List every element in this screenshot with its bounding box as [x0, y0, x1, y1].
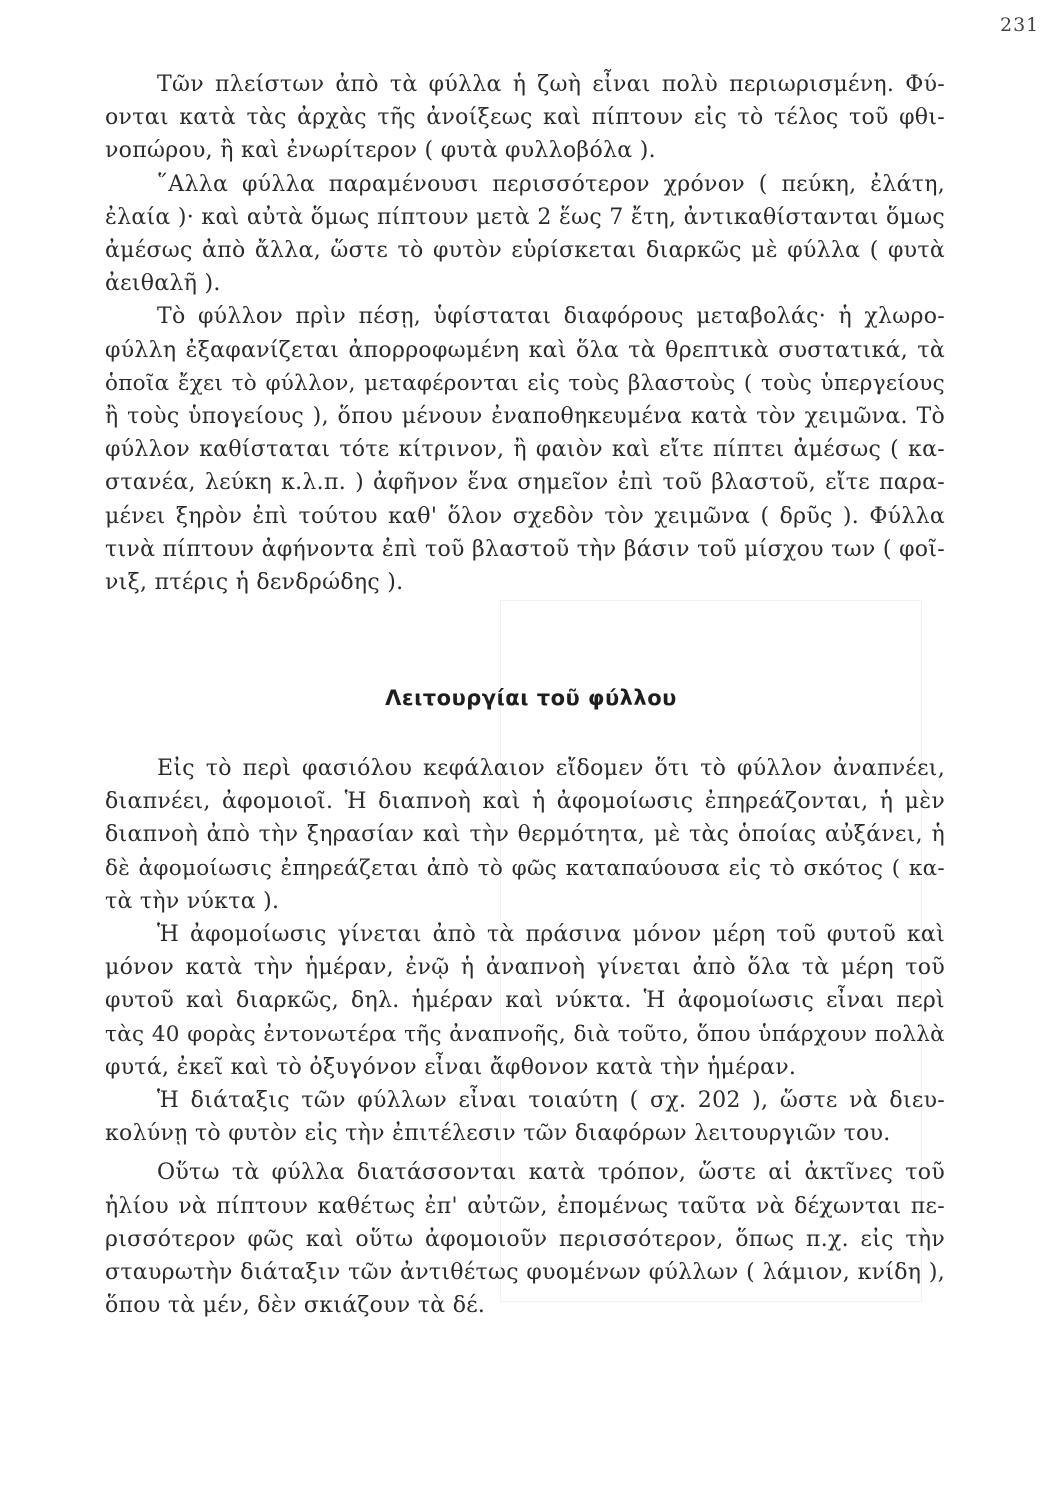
paragraph [105, 1156, 945, 1322]
text-line: ὅπου τὰ μέν, δὲν σκιάζουν τὰ δέ. [105, 1293, 486, 1319]
text-line: στανέα, λεύκη κ.λ.π. ) ἀφῆνον ἕνα σημεῖον ἐπὶ τοῦ βλαστοῦ, εἴτε παρα- [105, 470, 945, 496]
text-line: ρισσότερον φῶς καὶ οὕτω ἀφομοιοῦν περισσότερον, ὅπως π.χ. εἰς τὴν [105, 1226, 945, 1252]
text-line: ἐλαία )· καὶ αὐτὰ ὅμως πίπτουν μετὰ 2 ἕως 7 ἔτη, ἀντικαθίστανται ὅμως [105, 204, 945, 230]
text-line: ὁποῖα ἔχει τὸ φύλλον, μεταφέρονται εἰς τοὺς βλαστοὺς ( τοὺς ὑπεργείους [105, 370, 945, 396]
text-line: διαπνοὴ ἀπὸ τὴν ξηρασίαν καὶ τὴν θερμότητα, μὲ τὰς ὁποίας αὐξάνει, ἡ [105, 822, 945, 848]
text-line: Ἡ διάταξις τῶν φύλλων εἶναι τοιαύτη ( σχ. 202 ), ὥστε νὰ διευ- [157, 1088, 945, 1114]
text-line: νοπώρου, ἢ καὶ ἐνωρίτερον ( φυτὰ φυλλοβόλα ). [105, 138, 656, 164]
text-line: φύλλη ἐξαφανίζεται ἀπορροφωμένη καὶ ὅλα τὰ θρεπτικὰ συστατικά, τὰ [105, 337, 945, 363]
text-line: φυτοῦ καὶ διαρκῶς, δηλ. ἡμέραν καὶ νύκτα. Ἡ ἀφομοίωσις εἶναι περὶ [105, 988, 945, 1014]
text-line: ονται κατὰ τὰς ἀρχὰς τῆς ἀνοίξεως καὶ πίπτουν εἰς τὸ τέλος τοῦ φθι- [105, 105, 945, 131]
text-line: τὰς 40 φορὰς ἐντονωτέρα τῆς ἀναπνοῆς, διὰ τοῦτο, ὅπου ὑπάρχουν πολλὰ [105, 1021, 945, 1047]
paragraph [105, 300, 945, 599]
text-line: τινὰ πίπτουν ἀφήνοντα ἐπὶ τοῦ βλαστοῦ τὴν βάσιν τοῦ μίσχου των ( φοῖ- [105, 536, 945, 562]
text-line: φυτά, ἐκεῖ καὶ τὸ ὀξυγόνον εἶναι ἄφθονον κατὰ τὴν ἡμέραν. [105, 1054, 797, 1080]
paragraph [105, 752, 945, 918]
text-line: φύλλον καθίσταται τότε κίτρινον, ἢ φαιὸν καὶ εἴτε πίπτει ἀμέσως ( κα- [105, 437, 945, 463]
text-line: μόνον κατὰ τὴν ἡμέραν, ἐνῷ ἡ ἀναπνοὴ γίνεται ἀπὸ ὅλα τὰ μέρη τοῦ [105, 955, 945, 981]
section-heading: Λειτουργίαι τοῦ φύλλου [385, 686, 677, 710]
text-line: μένει ξηρὸν ἐπὶ τούτου καθ' ὅλον σχεδὸν τὸν χειμῶνα ( δρῦς ). Φύλλα [105, 503, 945, 529]
text-line: ἢ τοὺς ὑπογείους ), ὅπου μένουν ἐναποθηκευμένα κατὰ τὸν χειμῶνα. Τὸ [105, 404, 945, 430]
text-line: κολύνῃ τὸ φυτὸν εἰς τὴν ἐπιτέλεσιν τῶν διαφόρων λειτουργιῶν του. [105, 1121, 891, 1147]
text-line: Τὸ φύλλον πρὶν πέσῃ, ὑφίσταται διαφόρους μεταβολάς· ἡ χλωρο- [157, 304, 945, 330]
paragraph [105, 918, 945, 1084]
text-line: τὰ τὴν νύκτα ). [105, 888, 280, 914]
text-line: Οὕτω τὰ φύλλα διατάσσονται κατὰ τρόπον, ὥστε αἱ ἀκτῖνες τοῦ [157, 1160, 945, 1186]
text-line: ῞Αλλα φύλλα παραμένουσι περισσότερον χρόνον ( πεύκη, ἐλάτη, [157, 171, 945, 197]
page-number: 231 [1000, 14, 1040, 36]
text-line: νιξ, πτέρις ἡ δενδρώδης ). [105, 570, 404, 596]
section-2 [105, 752, 945, 1322]
paragraph [105, 68, 945, 168]
text-line: σταυρωτὴν διάταξιν τῶν ἀντιθέτως φυομένων φύλλων ( λάμιον, κνίδη ), [105, 1260, 945, 1286]
text-line: ἀμέσως ἀπὸ ἄλλα, ὥστε τὸ φυτὸν εὑρίσκεται διαρκῶς μὲ φύλλα ( φυτὰ [105, 238, 945, 264]
text-line: Ἡ ἀφομοίωσις γίνεται ἀπὸ τὰ πράσινα μόνον μέρη τοῦ φυτοῦ καὶ [157, 922, 945, 948]
paragraph [105, 168, 945, 301]
text-line: Τῶν πλείστων ἀπὸ τὰ φύλλα ἡ ζωὴ εἶναι πολὺ περιωρισμένη. Φύ- [157, 72, 945, 97]
section-1 [105, 68, 945, 599]
text-line: ἀειθαλῆ ). [105, 271, 221, 297]
text-line: δὲ ἀφομοίωσις ἐπηρεάζεται ἀπὸ τὸ φῶς καταπαύουσα εἰς τὸ σκότος ( κα- [105, 855, 945, 881]
paragraph [105, 1084, 945, 1150]
text-line: διαπνέει, ἀφομοιοῖ. Ἡ διαπνοὴ καὶ ἡ ἀφομοίωσις ἐπηρεάζονται, ἡ μὲν [105, 789, 945, 815]
text-line: Εἰς τὸ περὶ φασιόλου κεφάλαιον εἴδομεν ὅτι τὸ φύλλον ἀναπνέει, [157, 756, 945, 781]
text-line: ἡλίου νὰ πίπτουν καθέτως ἐπ' αὐτῶν, ἐπομένως ταῦτα νὰ δέχωνται πε- [105, 1193, 945, 1219]
